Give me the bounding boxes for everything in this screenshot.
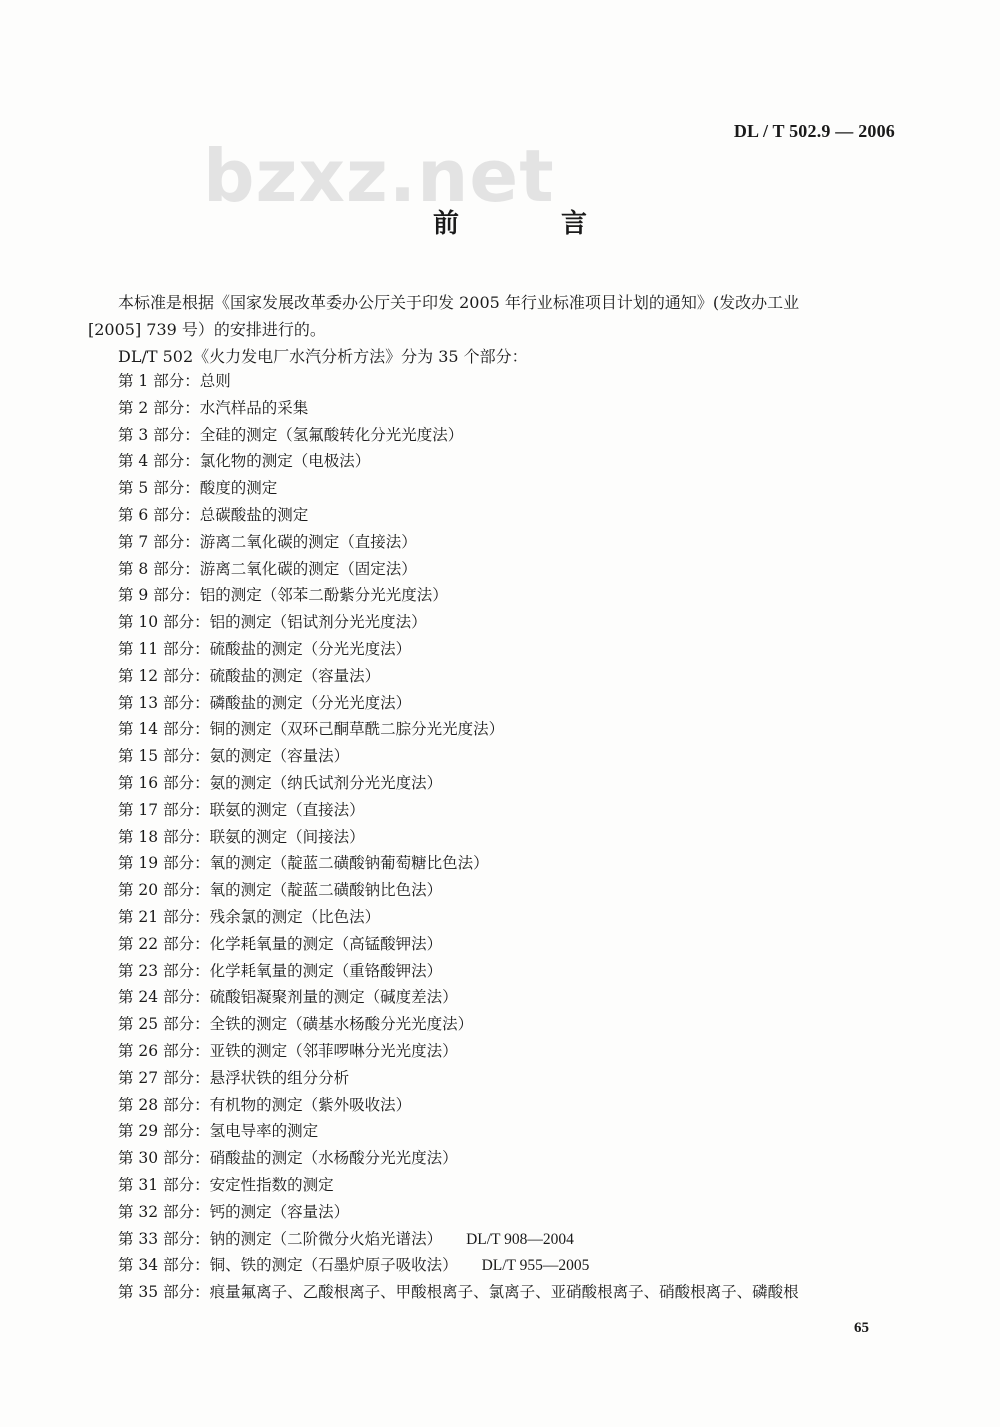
- part-title: 亚铁的测定（邻菲啰啉分光光度法）: [209, 1041, 458, 1060]
- list-item: [118, 556, 799, 583]
- part-title: 总则: [199, 372, 231, 390]
- part-label: 第 7 部分：: [118, 532, 200, 551]
- part-title: 悬浮状铁的组分分析: [209, 1068, 350, 1087]
- part-label: 第 9 部分：: [118, 586, 200, 605]
- part-title: 联氨的测定（直接法）: [209, 800, 365, 819]
- part-label: 第 16 部分：: [118, 773, 210, 792]
- part-label: 第 3 部分：: [118, 425, 200, 444]
- intro-paragraph-line-1: 本标准是根据《国家发展改革委办公厅关于印发 2005 年行业标准项目计划的通知》(发改办工业: [118, 293, 800, 312]
- part-label: 第 1 部分：: [118, 372, 200, 390]
- watermark: bzxz.net: [203, 134, 555, 218]
- part-label: 第 31 部分：: [118, 1175, 210, 1194]
- list-item: [118, 1279, 799, 1306]
- list-item: [118, 529, 799, 556]
- list-item: [118, 368, 799, 395]
- part-title: 全硅的测定（氢氟酸转化分光光度法）: [199, 425, 464, 444]
- part-label: 第 28 部分：: [118, 1095, 210, 1114]
- list-item: [118, 1145, 799, 1172]
- part-title: 有机物的测定（紫外吸收法）: [209, 1095, 412, 1114]
- part-label: 第 17 部分：: [118, 800, 210, 819]
- part-label: 第 12 部分：: [118, 666, 210, 685]
- part-title: 氨的测定（纳氏试剂分光光度法）: [209, 773, 443, 792]
- part-title: 酸度的测定: [199, 479, 278, 498]
- list-item: [118, 931, 799, 958]
- list-item: [118, 1092, 799, 1119]
- part-label: 第 30 部分：: [118, 1149, 210, 1168]
- part-title: 铜、铁的测定（石墨炉原子吸收法）: [209, 1256, 458, 1275]
- list-item: [118, 743, 799, 770]
- part-title: 残余氯的测定（比色法）: [209, 907, 381, 926]
- part-title: 痕量氟离子、乙酸根离子、甲酸根离子、氯离子、亚硝酸根离子、硝酸根离子、磷酸根: [209, 1283, 799, 1302]
- list-item: [118, 1226, 799, 1253]
- part-label: 第 18 部分：: [118, 827, 210, 846]
- part-title: 游离二氧化碳的测定（直接法）: [199, 532, 417, 551]
- list-item: [118, 502, 799, 529]
- part-title: 铜的测定（双环己酮草酰二腙分光光度法）: [209, 720, 505, 739]
- part-title: 氢电导率的测定: [209, 1122, 319, 1141]
- part-title: 钙的测定（容量法）: [209, 1202, 350, 1221]
- list-item: [118, 448, 799, 475]
- list-item: [118, 770, 799, 797]
- part-label: 第 2 部分：: [118, 398, 200, 417]
- part-label: 第 14 部分：: [118, 720, 210, 739]
- list-item: [118, 1065, 799, 1092]
- part-label: 第 26 部分：: [118, 1041, 210, 1060]
- list-item: [118, 877, 799, 904]
- list-item: [118, 395, 799, 422]
- part-label: 第 29 部分：: [118, 1122, 210, 1141]
- part-title: 总碳酸盐的测定: [199, 505, 309, 524]
- part-label: 第 32 部分：: [118, 1202, 210, 1221]
- part-title: 硫酸铝凝聚剂量的测定（碱度差法）: [209, 988, 458, 1007]
- part-label: 第 19 部分：: [118, 854, 210, 873]
- part-title: 氨的测定（容量法）: [209, 747, 350, 766]
- list-item: [118, 1011, 799, 1038]
- list-item: [118, 663, 799, 690]
- part-label: 第 34 部分：: [118, 1256, 210, 1275]
- part-label: 第 5 部分：: [118, 479, 200, 498]
- part-title: 游离二氧化碳的测定（固定法）: [199, 559, 417, 578]
- part-reference: DL/T 955—2005: [481, 1257, 590, 1275]
- list-item: [118, 422, 799, 449]
- part-label: 第 23 部分：: [118, 961, 210, 980]
- list-item: [118, 1038, 799, 1065]
- part-label: 第 25 部分：: [118, 1015, 210, 1034]
- part-label: 第 24 部分：: [118, 988, 210, 1007]
- part-title: 全铁的测定（磺基水杨酸分光光度法）: [209, 1015, 474, 1034]
- part-title: 铝的测定（铝试剂分光光度法）: [209, 613, 427, 632]
- list-item: [118, 1118, 799, 1145]
- part-title: 硝酸盐的测定（水杨酸分光光度法）: [209, 1149, 458, 1168]
- part-title: 化学耗氧量的测定（高锰酸钾法）: [209, 934, 443, 953]
- list-item: [118, 904, 799, 931]
- parts-intro-paragraph: DL/T 502《火力发电厂水汽分析方法》分为 35 个部分：: [118, 347, 528, 366]
- list-item: [118, 582, 799, 609]
- part-label: 第 27 部分：: [118, 1068, 210, 1087]
- part-label: 第 11 部分：: [118, 639, 210, 658]
- list-item: [118, 690, 799, 717]
- part-label: 第 33 部分：: [118, 1229, 210, 1248]
- list-item: [118, 984, 799, 1011]
- list-item: [118, 824, 799, 851]
- list-item: [118, 1199, 799, 1226]
- part-label: 第 15 部分：: [118, 747, 210, 766]
- standard-code: DL / T 502.9 — 2006: [733, 121, 895, 141]
- part-label: 第 8 部分：: [118, 559, 200, 578]
- part-label: 第 10 部分：: [118, 613, 210, 632]
- part-title: 铝的测定（邻苯二酚紫分光光度法）: [199, 586, 448, 605]
- list-item: [118, 475, 799, 502]
- part-label: 第 20 部分：: [118, 881, 210, 900]
- list-item: [118, 1172, 799, 1199]
- part-label: 第 21 部分：: [118, 907, 210, 926]
- page-title: 前 言: [433, 209, 626, 239]
- part-label: 第 6 部分：: [118, 505, 200, 524]
- list-item: [118, 636, 799, 663]
- part-label: 第 4 部分：: [118, 452, 200, 471]
- part-title: 安定性指数的测定: [209, 1175, 334, 1194]
- part-title: 联氨的测定（间接法）: [209, 827, 365, 846]
- part-title: 硫酸盐的测定（容量法）: [209, 666, 381, 685]
- part-title: 氧的测定（靛蓝二磺酸钠比色法）: [209, 881, 443, 900]
- list-item: [118, 958, 799, 985]
- list-item: [118, 850, 799, 877]
- intro-paragraph-line-2: [2005] 739 号）的安排进行的。: [88, 320, 326, 339]
- part-title: 氧的测定（靛蓝二磺酸钠葡萄糖比色法）: [209, 854, 489, 873]
- part-title: 化学耗氧量的测定（重铬酸钾法）: [209, 961, 443, 980]
- part-reference: DL/T 908—2004: [466, 1230, 574, 1248]
- part-label: 第 22 部分：: [118, 934, 210, 953]
- part-title: 氯化物的测定（电极法）: [199, 452, 371, 471]
- list-item: [118, 797, 799, 824]
- page-number: 65: [854, 1320, 869, 1336]
- part-title: 钠的测定（二阶微分火焰光谱法）: [209, 1229, 443, 1248]
- part-label: 第 13 部分：: [118, 693, 210, 712]
- parts-list: [118, 368, 799, 1306]
- list-item: [118, 609, 799, 636]
- part-title: 水汽样品的采集: [199, 398, 309, 417]
- part-title: 硫酸盐的测定（分光光度法）: [209, 639, 412, 658]
- part-label: 第 35 部分：: [118, 1283, 210, 1302]
- list-item: [118, 716, 799, 743]
- part-title: 磷酸盐的测定（分光光度法）: [209, 693, 412, 712]
- list-item: [118, 1252, 799, 1279]
